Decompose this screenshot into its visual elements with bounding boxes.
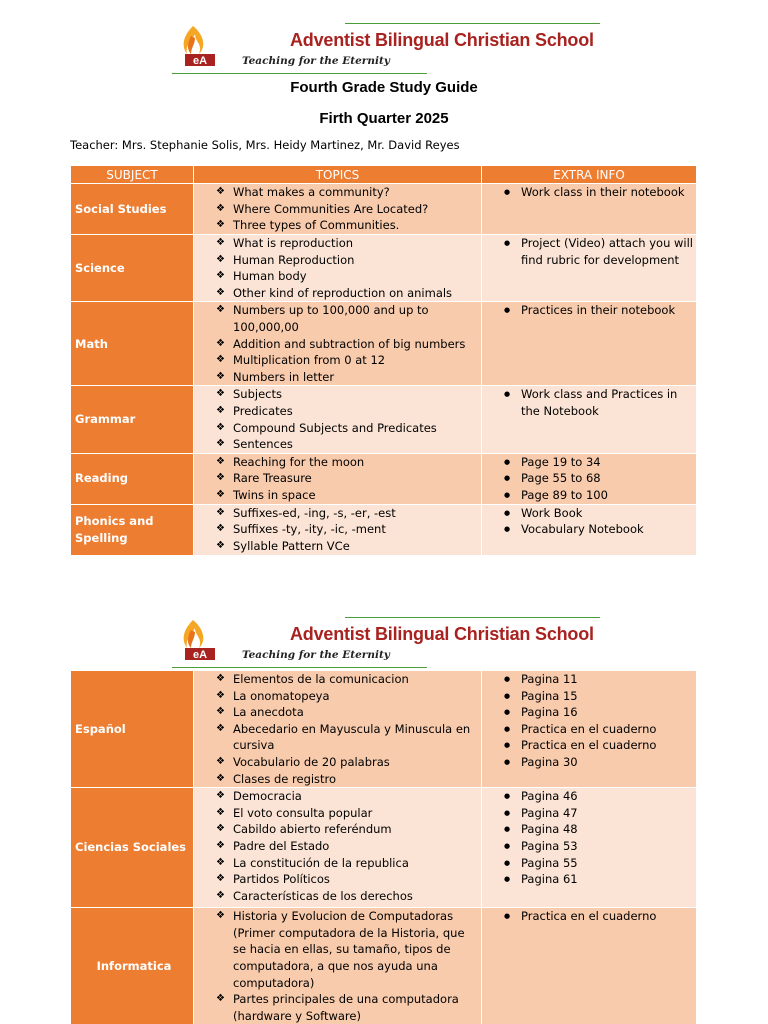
topic-item: ❖ Rare Treasure <box>216 470 481 487</box>
extra-info-cell <box>482 184 697 235</box>
topic-item: ❖ Addition and subtraction of big numbers <box>216 336 481 353</box>
extra-item: ● Practica en el cuaderno <box>504 737 696 754</box>
extra-item: ● Practica en el cuaderno <box>504 908 696 925</box>
extra-item: ● Pagina 30 <box>504 754 696 771</box>
extra-item: ● Pagina 61 <box>504 871 696 888</box>
extra-item: ● Page 19 to 34 <box>504 454 696 471</box>
extra-item: ● Project (Video) attach you will find rubric for development <box>504 235 696 268</box>
table-row <box>71 504 697 555</box>
subject-cell: Informatica <box>71 908 194 1024</box>
header-divider-top <box>345 617 600 618</box>
header-divider-top <box>345 23 600 24</box>
extra-item: ● Practica en el cuaderno <box>504 721 696 738</box>
topics-cell <box>194 184 482 235</box>
extra-info-cell <box>482 235 697 302</box>
extra-info-cell <box>482 671 697 788</box>
topics-cell <box>194 671 482 788</box>
topics-cell <box>194 788 482 908</box>
table-header-row <box>71 166 697 184</box>
table-row <box>71 788 697 908</box>
extra-item: ● Pagina 16 <box>504 704 696 721</box>
study-guide-table <box>70 165 697 556</box>
school-header <box>170 22 605 78</box>
topic-item: ❖ Syllable Pattern VCe <box>216 538 481 555</box>
topics-cell <box>194 504 482 555</box>
extra-info-cell <box>482 302 697 386</box>
school-name: Adventist Bilingual Christian School <box>290 624 594 644</box>
topic-item: ❖ What is reproduction <box>216 235 481 252</box>
topic-item: ❖ Human Reproduction <box>216 252 481 269</box>
subject-cell: Math <box>71 302 194 386</box>
extra-item: ● Pagina 11 <box>504 671 696 688</box>
topic-item: ❖ Compound Subjects and Predicates <box>216 420 481 437</box>
extra-info-cell <box>482 453 697 504</box>
topic-item: ❖ Sentences <box>216 436 481 453</box>
school-tagline: Teaching for the Eternity <box>242 55 390 67</box>
topic-item: ❖ La constitución de la republica <box>216 855 481 872</box>
school-name: Adventist Bilingual Christian School <box>290 30 594 50</box>
table-row <box>71 302 697 386</box>
page-subtitle: Firth Quarter 2025 <box>319 110 449 127</box>
subject-cell: Reading <box>71 453 194 504</box>
extra-item: ● Pagina 15 <box>504 688 696 705</box>
topics-cell <box>194 235 482 302</box>
extra-item: ● Pagina 53 <box>504 838 696 855</box>
topic-item: ❖ Suffixes -ty, -ity, -ic, -ment <box>216 521 481 538</box>
topic-item: ❖ La onomatopeya <box>216 688 481 705</box>
header-divider-bottom <box>172 73 427 74</box>
extra-item: ● Page 55 to 68 <box>504 470 696 487</box>
topic-item: ❖ Numbers up to 100,000 and up to 100,000,00 <box>216 302 481 335</box>
extra-info-cell <box>482 908 697 1024</box>
topics-cell <box>194 453 482 504</box>
topics-cell <box>194 386 482 453</box>
school-logo-icon <box>173 24 221 68</box>
table-row <box>71 184 697 235</box>
topic-item: ❖ Multiplication from 0 at 12 <box>216 352 481 369</box>
spanish-subjects-table <box>70 670 697 1024</box>
extra-item: ● Pagina 46 <box>504 788 696 805</box>
table-row <box>71 671 697 788</box>
topic-item: ❖ Numbers in letter <box>216 369 481 386</box>
header-subject: SUBJECT <box>71 166 194 184</box>
header-divider-bottom <box>172 667 427 668</box>
extra-item: ● Pagina 47 <box>504 805 696 822</box>
teacher-line: Teacher: Mrs. Stephanie Solis, Mrs. Heidy Martinez, Mr. David Reyes <box>70 138 460 152</box>
topic-item: ❖ Human body <box>216 268 481 285</box>
topic-item: ❖ Predicates <box>216 403 481 420</box>
topic-item: ❖ Where Communities Are Located? <box>216 201 481 218</box>
subject-cell: Ciencias Sociales <box>71 788 194 908</box>
extra-item: ● Vocabulary Notebook <box>504 521 696 538</box>
school-logo-icon <box>173 618 221 662</box>
table-row <box>71 908 697 1024</box>
subject-cell: Social Studies <box>71 184 194 235</box>
extra-item: ● Practices in their notebook <box>504 302 696 319</box>
table-row <box>71 386 697 453</box>
subject-cell: Science <box>71 235 194 302</box>
topic-item: ❖ Reaching for the moon <box>216 454 481 471</box>
page-title: Fourth Grade Study Guide <box>290 79 478 96</box>
topic-item: ❖ Historia y Evolucion de Computadoras (Primer computadora de la Historia, que se hacia en ellas, su tamaño, tipos de computadora, a que nos ayuda una computadora) <box>216 908 481 991</box>
subject-cell: Phonics and Spelling <box>71 504 194 555</box>
topic-item: ❖ Abecedario en Mayuscula y Minuscula en cursiva <box>216 721 481 754</box>
topic-item: ❖ Características de los derechos <box>216 888 481 905</box>
extra-item: ● Work class and Practices in the Notebook <box>504 386 696 419</box>
header-topics: TOPICS <box>194 166 482 184</box>
extra-item: ● Pagina 48 <box>504 821 696 838</box>
topic-item: ❖ La anecdota <box>216 704 481 721</box>
table-row <box>71 453 697 504</box>
topic-item: ❖ Subjects <box>216 386 481 403</box>
svg-text:eA: eA <box>192 649 208 661</box>
extra-item: ● Pagina 55 <box>504 855 696 872</box>
topic-item: ❖ Suffixes-ed, -ing, -s, -er, -est <box>216 505 481 522</box>
extra-item: ● Work class in their notebook <box>504 184 696 201</box>
extra-info-cell <box>482 504 697 555</box>
extra-item: ● Work Book <box>504 505 696 522</box>
school-header <box>170 616 605 672</box>
topic-item: ❖ What makes a community? <box>216 184 481 201</box>
extra-info-cell <box>482 386 697 453</box>
header-extra-info: EXTRA INFO <box>482 166 697 184</box>
extra-item: ● Page 89 to 100 <box>504 487 696 504</box>
topic-item: ❖ Elementos de la comunicacion <box>216 671 481 688</box>
svg-text:eA: eA <box>192 55 208 67</box>
topic-item: ❖ Padre del Estado <box>216 838 481 855</box>
topic-item: ❖ Clases de registro <box>216 771 481 788</box>
topics-cell <box>194 908 482 1024</box>
topic-item: ❖ Vocabulario de 20 palabras <box>216 754 481 771</box>
topic-item: ❖ Partidos Políticos <box>216 871 481 888</box>
topic-item: ❖ Three types of Communities. <box>216 217 481 234</box>
subject-cell: Español <box>71 671 194 788</box>
extra-info-cell <box>482 788 697 908</box>
topic-item: ❖ Cabildo abierto referéndum <box>216 821 481 838</box>
subject-cell: Grammar <box>71 386 194 453</box>
topic-item: ❖ Democracia <box>216 788 481 805</box>
table-row <box>71 235 697 302</box>
topics-cell <box>194 302 482 386</box>
topic-item: ❖ El voto consulta popular <box>216 805 481 822</box>
topic-item: ❖ Twins in space <box>216 487 481 504</box>
topic-item: ❖ Partes principales de una computadora (hardware y Software) <box>216 991 481 1024</box>
topic-item: ❖ Other kind of reproduction on animals <box>216 285 481 302</box>
school-tagline: Teaching for the Eternity <box>242 649 390 661</box>
